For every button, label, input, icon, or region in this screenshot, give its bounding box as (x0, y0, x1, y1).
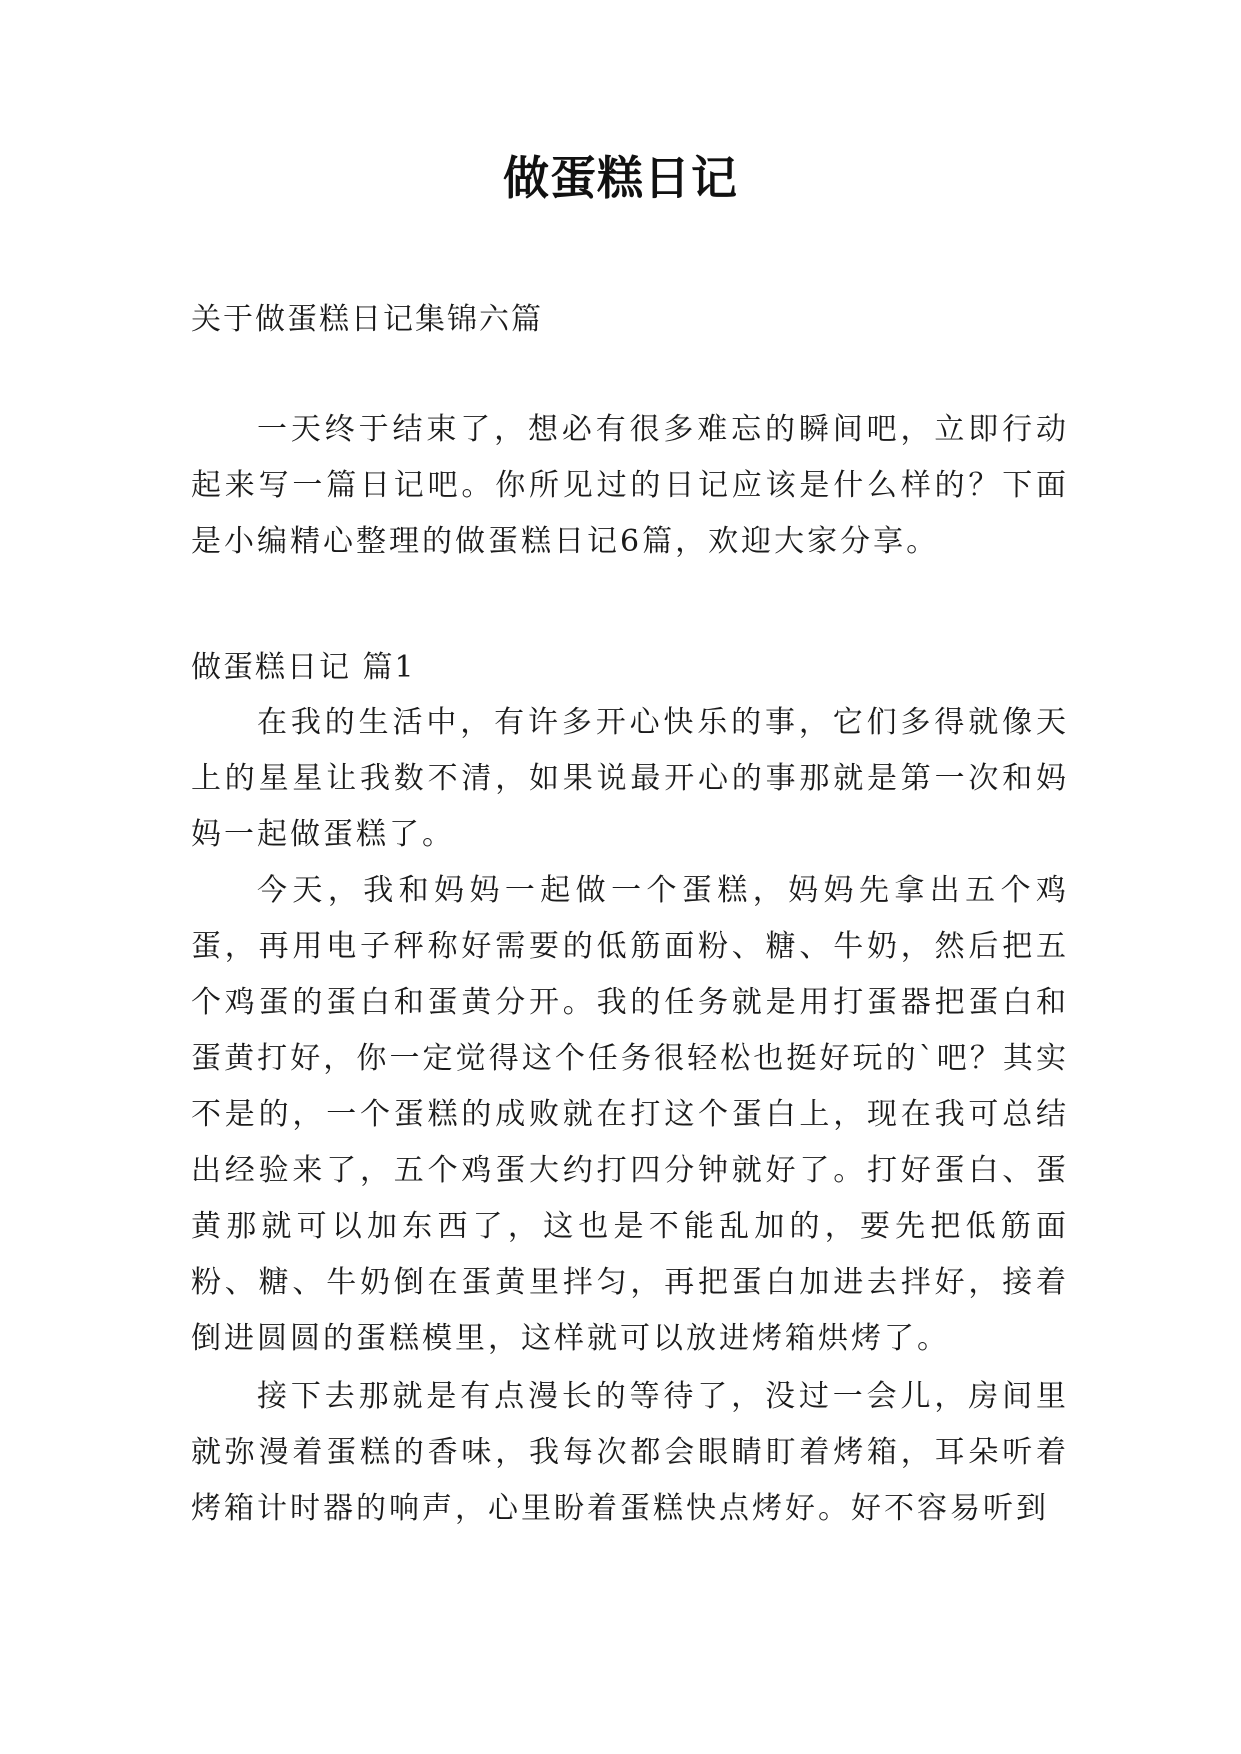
intro-paragraph: 一天终于结束了，想必有很多难忘的瞬间吧，立即行动起来写一篇日记吧。你所见过的日记应该是什么样的？下面是小编精心整理的做蛋糕日记6篇，欢迎大家分享。 (191, 412, 1069, 559)
document-title: 做蛋糕日记 (503, 151, 738, 205)
body-paragraph: 接下去那就是有点漫长的等待了，没过一会儿，房间里就弥漫着蛋糕的香味，我每次都会眼睛盯着烤箱，耳朵听着烤箱计时器的响声，心里盼着蛋糕快点烤好。好不容易听到 (191, 1379, 1069, 1526)
document-subtitle: 关于做蛋糕日记集锦六篇 (191, 302, 543, 337)
body-paragraph: 今天，我和妈妈一起做一个蛋糕，妈妈先拿出五个鸡蛋，再用电子秤称好需要的低筋面粉、糖、牛奶，然后把五个鸡蛋的蛋白和蛋黄分开。我的任务就是用打蛋器把蛋白和蛋黄打好，你一定觉得这个任务很轻松也挺好玩的`吧？其实不是的，一个蛋糕的成败就在打这个蛋白上，现在我可总结出经验来了，五个鸡蛋大约打四分钟就好了。打好蛋白、蛋黄那就可以加东西了，这也是不能乱加的，要先把低筋面粉、糖、牛奶倒在蛋黄里拌匀，再把蛋白加进去拌好，接着倒进圆圆的蛋糕模里，这样就可以放进烤箱烘烤了。 (191, 873, 1069, 1356)
body-paragraph: 在我的生活中，有许多开心快乐的事，它们多得就像天上的星星让我数不清，如果说最开心的事那就是第一次和妈妈一起做蛋糕了。 (191, 705, 1069, 852)
section-heading: 做蛋糕日记 篇1 (191, 650, 416, 685)
